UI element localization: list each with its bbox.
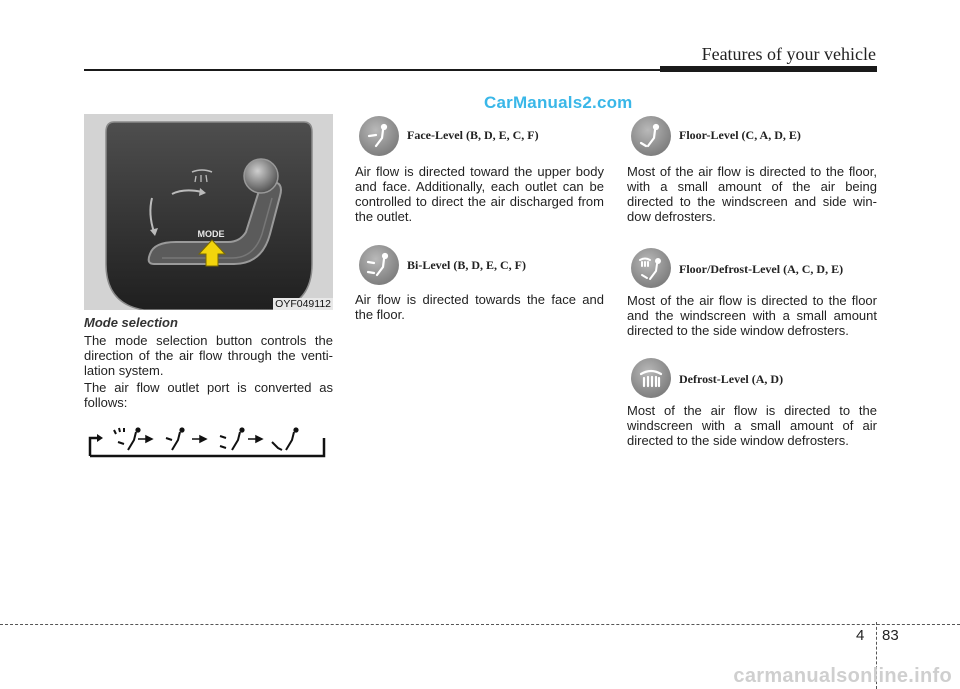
seq-floor-defrost-icon bbox=[114, 428, 140, 450]
seq-bi-level-icon bbox=[220, 428, 244, 450]
mode-sequence-diagram bbox=[88, 424, 328, 458]
bi-level-text: Air flow is directed towards the face and the floor. bbox=[355, 292, 604, 322]
header-rule bbox=[84, 69, 660, 71]
face-level-icon bbox=[359, 116, 399, 156]
conversion-paragraph: The air flow outlet port is converted as follows: bbox=[84, 380, 333, 410]
floor-defrost-title: Floor/Defrost-Level (A, C, D, E) bbox=[679, 262, 844, 276]
site-watermark[interactable]: CarManuals2.com bbox=[484, 93, 633, 112]
seq-floor-icon bbox=[166, 428, 184, 450]
face-level-text: Air flow is directed toward the upper body and face. Additionally, each outlet can be controlled to direct the air discharged from the outlet. bbox=[355, 164, 604, 224]
section-subtitle: Mode selection bbox=[84, 315, 178, 330]
chapter-number: 4 bbox=[856, 627, 865, 644]
floor-level-icon bbox=[631, 116, 671, 156]
header-bar bbox=[660, 66, 877, 72]
mode-label: MODE bbox=[197, 229, 225, 239]
bi-level-icon bbox=[359, 245, 399, 285]
page-number: 83 bbox=[882, 627, 899, 644]
defrost-text: Most of the air flow is directed to the windscreen with a small amount of air directed to the side window defrosters. bbox=[627, 403, 877, 448]
face-level-title: Face-Level (B, D, E, C, F) bbox=[407, 128, 539, 142]
seq-face-icon bbox=[272, 428, 298, 450]
floor-level-title: Floor-Level (C, A, D, E) bbox=[679, 128, 801, 142]
floor-level-text: Most of the air flow is directed to the floor, with a small amount of the air being directed to the windscreen and side win-dow defrosters. bbox=[627, 164, 877, 224]
console-illustration bbox=[84, 114, 333, 310]
mode-button-photo bbox=[84, 114, 333, 310]
defrost-icon bbox=[631, 358, 671, 398]
floor-defrost-icon bbox=[631, 248, 671, 288]
footer-watermark[interactable]: carmanualsonline.info bbox=[733, 665, 952, 687]
footer-dashed-rule bbox=[0, 624, 960, 625]
page-header-title: Features of your vehicle bbox=[701, 44, 876, 64]
intro-paragraph: The mode selection button controls the direction of the air flow through the venti-lation system. bbox=[84, 333, 333, 378]
defrost-title: Defrost-Level (A, D) bbox=[679, 372, 784, 386]
floor-defrost-text: Most of the air flow is directed to the floor and the windscreen with a small amount directed to the side window defrosters. bbox=[627, 293, 877, 338]
figure-code: OYF049112 bbox=[275, 298, 331, 310]
bi-level-title: Bi-Level (B, D, E, C, F) bbox=[407, 258, 526, 272]
